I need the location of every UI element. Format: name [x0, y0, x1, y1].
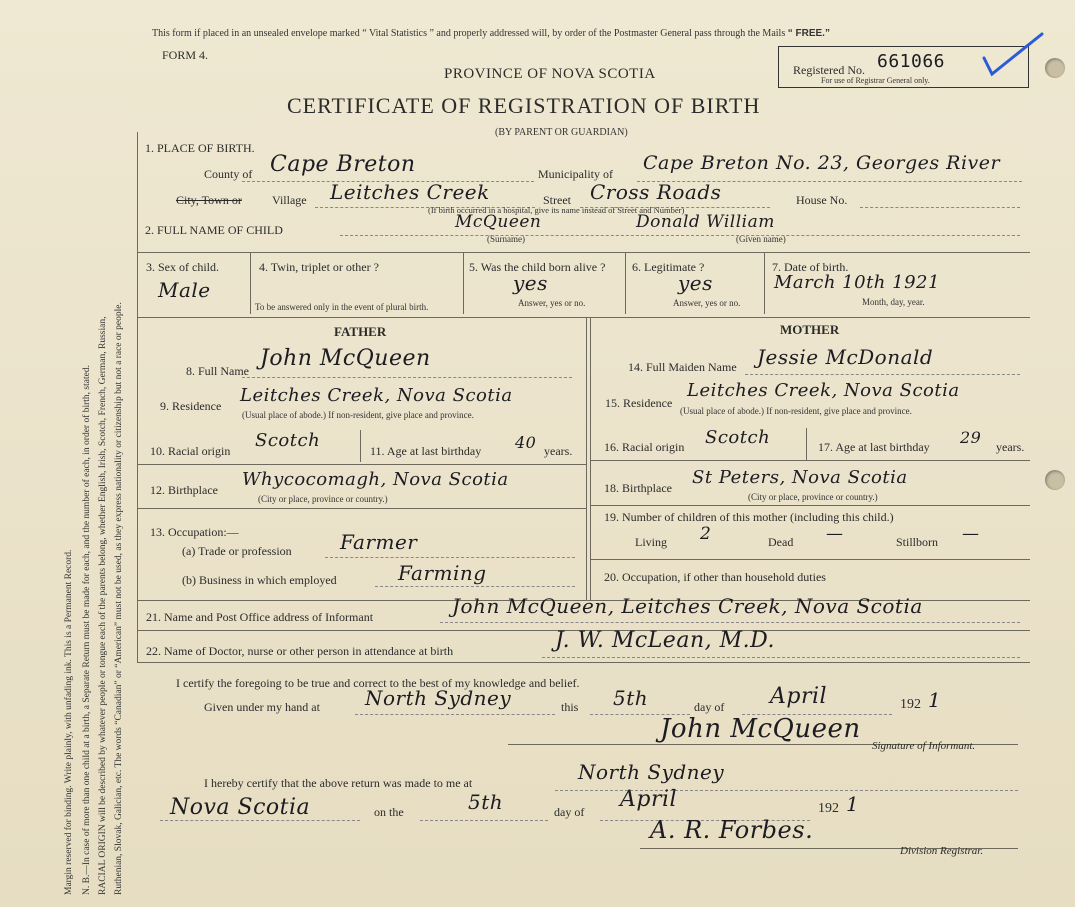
registered-label: Registered No. [793, 63, 865, 77]
check-mark-icon [980, 30, 1050, 80]
child-name-line [340, 235, 1020, 236]
informant-label: 21. Name and Post Office address of Informant [146, 610, 374, 624]
informant-signature-label: Signature of Informant. [872, 740, 976, 752]
child-name-label: 2. FULL NAME OF CHILD [145, 223, 283, 237]
mother-bp-note: (City or place, province or country.) [748, 492, 878, 502]
mother-res-label: 15. Residence [605, 396, 673, 410]
certify-day-value: 5th [613, 686, 649, 710]
mother-occ-label: 20. Occupation, if other than household duties [604, 570, 826, 584]
certify-month-value: April [770, 684, 828, 709]
registrar-month-value: April [620, 787, 678, 812]
form-number: FORM 4. [162, 48, 209, 62]
municipality-value: Cape Breton No. 23, Georges River [643, 152, 1001, 174]
certificate-title: CERTIFICATE OF REGISTRATION OF BIRTH [287, 93, 761, 118]
mother-age-label: 17. Age at last birthday [818, 440, 930, 454]
mother-bp-value: St Peters, Nova Scotia [692, 467, 908, 488]
rule [590, 317, 591, 600]
informant-value: John McQueen, Leitches Creek, Nova Scotia [452, 594, 923, 618]
mother-name-label: 14. Full Maiden Name [628, 360, 737, 374]
father-age-label: 11. Age at last birthday [370, 444, 482, 458]
rule [806, 428, 807, 460]
legit-value: yes [678, 271, 713, 295]
alive-note: Answer, yes or no. [518, 298, 586, 308]
trade-line [325, 557, 575, 558]
rule [137, 464, 586, 465]
business-value: Farming [398, 561, 487, 585]
dob-label: 7. Date of birth. [772, 260, 849, 274]
certify-year-prefix: 192 [900, 697, 921, 712]
alive-label: 5. Was the child born alive ? [469, 260, 606, 274]
registrar-day-of-label: day of [554, 805, 585, 819]
registrar-province-value: Nova Scotia [170, 795, 311, 820]
trade-label: (a) Trade or profession [182, 544, 292, 558]
registrar-statement: I hereby certify that the above return was made to me at [204, 776, 473, 790]
twin-label: 4. Twin, triplet or other ? [259, 260, 379, 274]
rule [137, 662, 1030, 663]
registered-note: For use of Registrar General only. [821, 76, 930, 85]
dob-value: March 10th 1921 [774, 272, 940, 293]
registered-number: 661066 [877, 51, 946, 72]
children-count-label: 19. Number of children of this mother (including this child.) [604, 510, 894, 524]
margin-note-3: RACIAL ORIGIN will be described by whatever people or tongue each of the parents belong, whether English, Irish, Scotch, French, German, Russian, [98, 316, 108, 895]
father-name-line [242, 377, 572, 378]
informant-signature: John McQueen [660, 714, 861, 744]
city-town-label: City, Town or [176, 193, 242, 207]
doctor-line [542, 657, 1020, 658]
certificate-subtitle: (BY PARENT OR GUARDIAN) [495, 127, 628, 138]
house-label: House No. [796, 193, 848, 207]
margin-note-2: N. B.—In case of more than one child at a birth, a Separate Return must be made for each, and the number of each, in order of birth, stated. [82, 365, 92, 895]
registrar-signature-label: Division Registrar. [900, 845, 984, 857]
mother-heading: MOTHER [780, 322, 840, 337]
father-name-value: John McQueen [260, 346, 431, 371]
doctor-label: 22. Name of Doctor, nurse or other person in attendance at birth [146, 644, 454, 658]
this-label: this [561, 700, 579, 714]
stillborn-label: Stillborn [896, 535, 939, 549]
father-race-value: Scotch [255, 430, 321, 451]
registrar-year-prefix: 192 [818, 801, 839, 816]
rule [463, 252, 464, 314]
certify-day-of-label: day of [694, 700, 725, 714]
county-value: Cape Breton [270, 152, 416, 177]
registrar-province-line [160, 820, 360, 821]
municipality-label: Municipality of [538, 167, 613, 181]
form-left-border [137, 132, 138, 662]
business-label: (b) Business in which employed [182, 573, 337, 587]
certify-year-suffix: 1 [928, 688, 942, 712]
mother-bp-label: 18. Birthplace [604, 481, 672, 495]
rule [586, 317, 587, 600]
father-age-unit: years. [544, 444, 573, 458]
rule [137, 317, 1030, 318]
rule [590, 505, 1030, 506]
stillborn-value: — [962, 524, 980, 544]
twin-note: To be answered only in the event of plural birth. [255, 302, 429, 312]
child-given-value: Donald William [636, 212, 775, 232]
mother-age-value: 29 [960, 428, 982, 447]
father-heading: FATHER [334, 324, 387, 339]
given-hand-label: Given under my hand at [204, 700, 320, 714]
village-label: Village [272, 193, 307, 207]
father-bp-label: 12. Birthplace [150, 483, 218, 497]
given-note: (Given name) [736, 234, 786, 244]
mother-race-value: Scotch [705, 427, 771, 448]
place-section-label: 1. PLACE OF BIRTH. [145, 141, 255, 155]
father-res-label: 9. Residence [160, 399, 222, 413]
father-bp-value: Whycocomagh, Nova Scotia [242, 469, 509, 490]
hospital-note: (If birth occurred in a hospital, give its name instead of Street and Number) [428, 205, 685, 215]
registrar-place-value: North Sydney [578, 760, 725, 784]
dead-value: — [826, 524, 844, 544]
margin-note-4: Ruthenian, Slovak, Galician, etc. The words “Canadian” or “American” must not be used, as they express nationality or citizenship but not a race or people. [114, 302, 124, 895]
father-res-value: Leitches Creek, Nova Scotia [240, 385, 513, 406]
rule [137, 252, 1030, 253]
alive-value: yes [513, 271, 548, 295]
street-value: Cross Roads [590, 180, 722, 204]
mother-name-value: Jessie McDonald [757, 345, 934, 369]
registrar-signature: A. R. Forbes. [650, 816, 814, 844]
margin-note-1: Margin reserved for binding. Write plainly, with unfading ink. This is a Permanent Record. [64, 549, 74, 895]
father-age-value: 40 [515, 433, 537, 452]
given-place-line [355, 714, 555, 715]
mother-name-line [745, 374, 1020, 375]
living-value: 2 [700, 524, 712, 544]
mother-age-unit: years. [996, 440, 1025, 454]
mother-res-note: (Usual place of abode.) If non-resident, give place and province. [680, 406, 912, 416]
dead-label: Dead [768, 535, 794, 549]
business-line [375, 586, 575, 587]
rule [764, 252, 765, 314]
father-bp-note: (City or place, province or country.) [258, 494, 388, 504]
house-line [860, 207, 1020, 208]
rule [137, 508, 586, 509]
rule [360, 430, 361, 462]
registrar-on-the-label: on the [374, 805, 404, 819]
rule [625, 252, 626, 314]
village-value: Leitches Creek [330, 180, 490, 204]
registrar-day-value: 5th [468, 790, 504, 814]
father-occ-label: 13. Occupation:— [150, 525, 239, 539]
rule [250, 252, 251, 314]
legit-note: Answer, yes or no. [673, 298, 741, 308]
mother-race-label: 16. Racial origin [604, 440, 685, 454]
surname-note: (Surname) [487, 234, 525, 244]
registrar-year-suffix: 1 [846, 792, 860, 816]
legit-label: 6. Legitimate ? [632, 260, 705, 274]
province-title: PROVINCE OF NOVA SCOTIA [444, 66, 656, 82]
dob-note: Month, day, year. [862, 297, 925, 307]
certify-statement: I certify the foregoing to be true and correct to the best of my knowledge and belief. [176, 676, 580, 690]
informant-line [440, 622, 1020, 623]
rule [590, 559, 1030, 560]
county-label: County of [204, 167, 253, 181]
given-place-value: North Sydney [365, 686, 512, 710]
sex-label: 3. Sex of child. [146, 260, 219, 274]
mother-res-value: Leitches Creek, Nova Scotia [687, 380, 960, 401]
doctor-value: J. W. McLean, M.D. [555, 628, 775, 653]
sex-value: Male [158, 278, 211, 302]
punch-hole [1045, 470, 1065, 490]
postal-notice: This form if placed in an unsealed envelope marked “ Vital Statistics ” and properly addressed will, by order of the Postmaster General pass through the Mails “ FREE.” [152, 28, 830, 39]
father-race-label: 10. Racial origin [150, 444, 231, 458]
trade-value: Farmer [340, 530, 418, 554]
street-label: Street [543, 193, 571, 207]
rule [590, 460, 1030, 461]
registrar-day-line [420, 820, 548, 821]
father-res-note: (Usual place of abode.) If non-resident, give place and province. [242, 410, 474, 420]
child-surname-value: McQueen [455, 212, 542, 232]
father-name-label: 8. Full Name [186, 364, 249, 378]
living-label: Living [635, 535, 667, 549]
